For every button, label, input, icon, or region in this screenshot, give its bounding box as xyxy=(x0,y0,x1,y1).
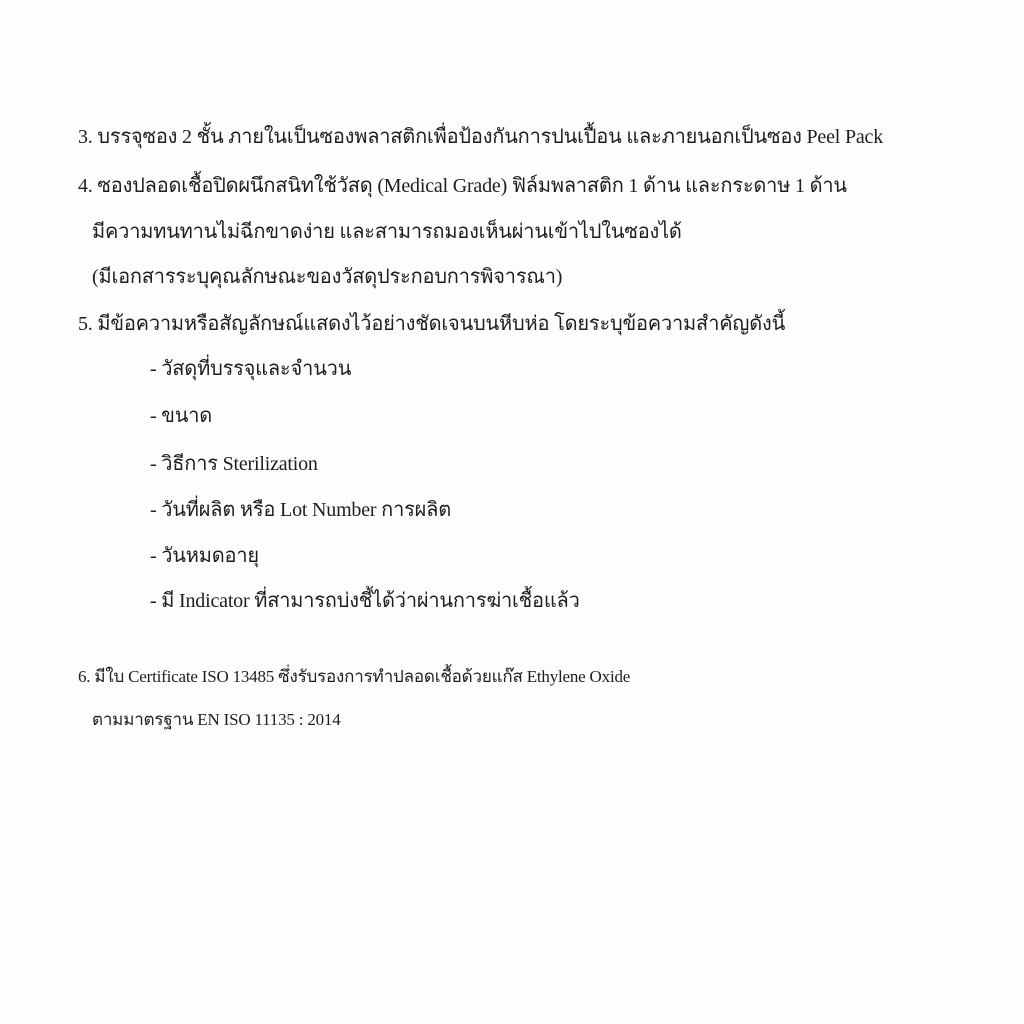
list-item: - วิธีการ Sterilization xyxy=(150,453,318,475)
list-item: - วัสดุที่บรรจุและจำนวน xyxy=(150,358,352,380)
item-4-text: 4. ซองปลอดเชื้อปิดผนึกสนิทใช้วัสดุ (Medical Grade) ฟิล์มพลาสติก 1 ด้าน และกระดาษ 1 ด้าน xyxy=(78,175,847,197)
list-item: - วันหมดอายุ xyxy=(150,545,259,567)
list-item: - วันที่ผลิต หรือ Lot Number การผลิต xyxy=(150,499,452,521)
item-3-text: 3. บรรจุซอง 2 ชั้น ภายในเป็นซองพลาสติกเพื่อป้องกันการปนเปื้อน และภายนอกเป็นซอง Peel Pack xyxy=(78,126,884,148)
list-item: - ขนาด xyxy=(150,405,213,427)
item-6-continuation: ตามมาตรฐาน EN ISO 11135 : 2014 xyxy=(92,710,341,729)
item-4-continuation-1: มีความทนทานไม่ฉีกขาดง่าย และสามารถมองเห็นผ่านเข้าไปในซองได้ xyxy=(92,221,682,243)
item-6-text: 6. มีใบ Certificate ISO 13485 ซึ่งรับรองการทำปลอดเชื้อด้วยแก๊ส Ethylene Oxide xyxy=(78,667,631,686)
item-4-continuation-2: (มีเอกสารระบุคุณลักษณะของวัสดุประกอบการพิจารณา) xyxy=(92,266,563,288)
item-5-text: 5. มีข้อความหรือสัญลักษณ์แสดงไว้อย่างชัดเจนบนหีบห่อ โดยระบุข้อความสำคัญดังนี้ xyxy=(78,313,786,335)
list-item: - มี Indicator ที่สามารถบ่งชี้ได้ว่าผ่านการฆ่าเชื้อแล้ว xyxy=(150,590,580,612)
